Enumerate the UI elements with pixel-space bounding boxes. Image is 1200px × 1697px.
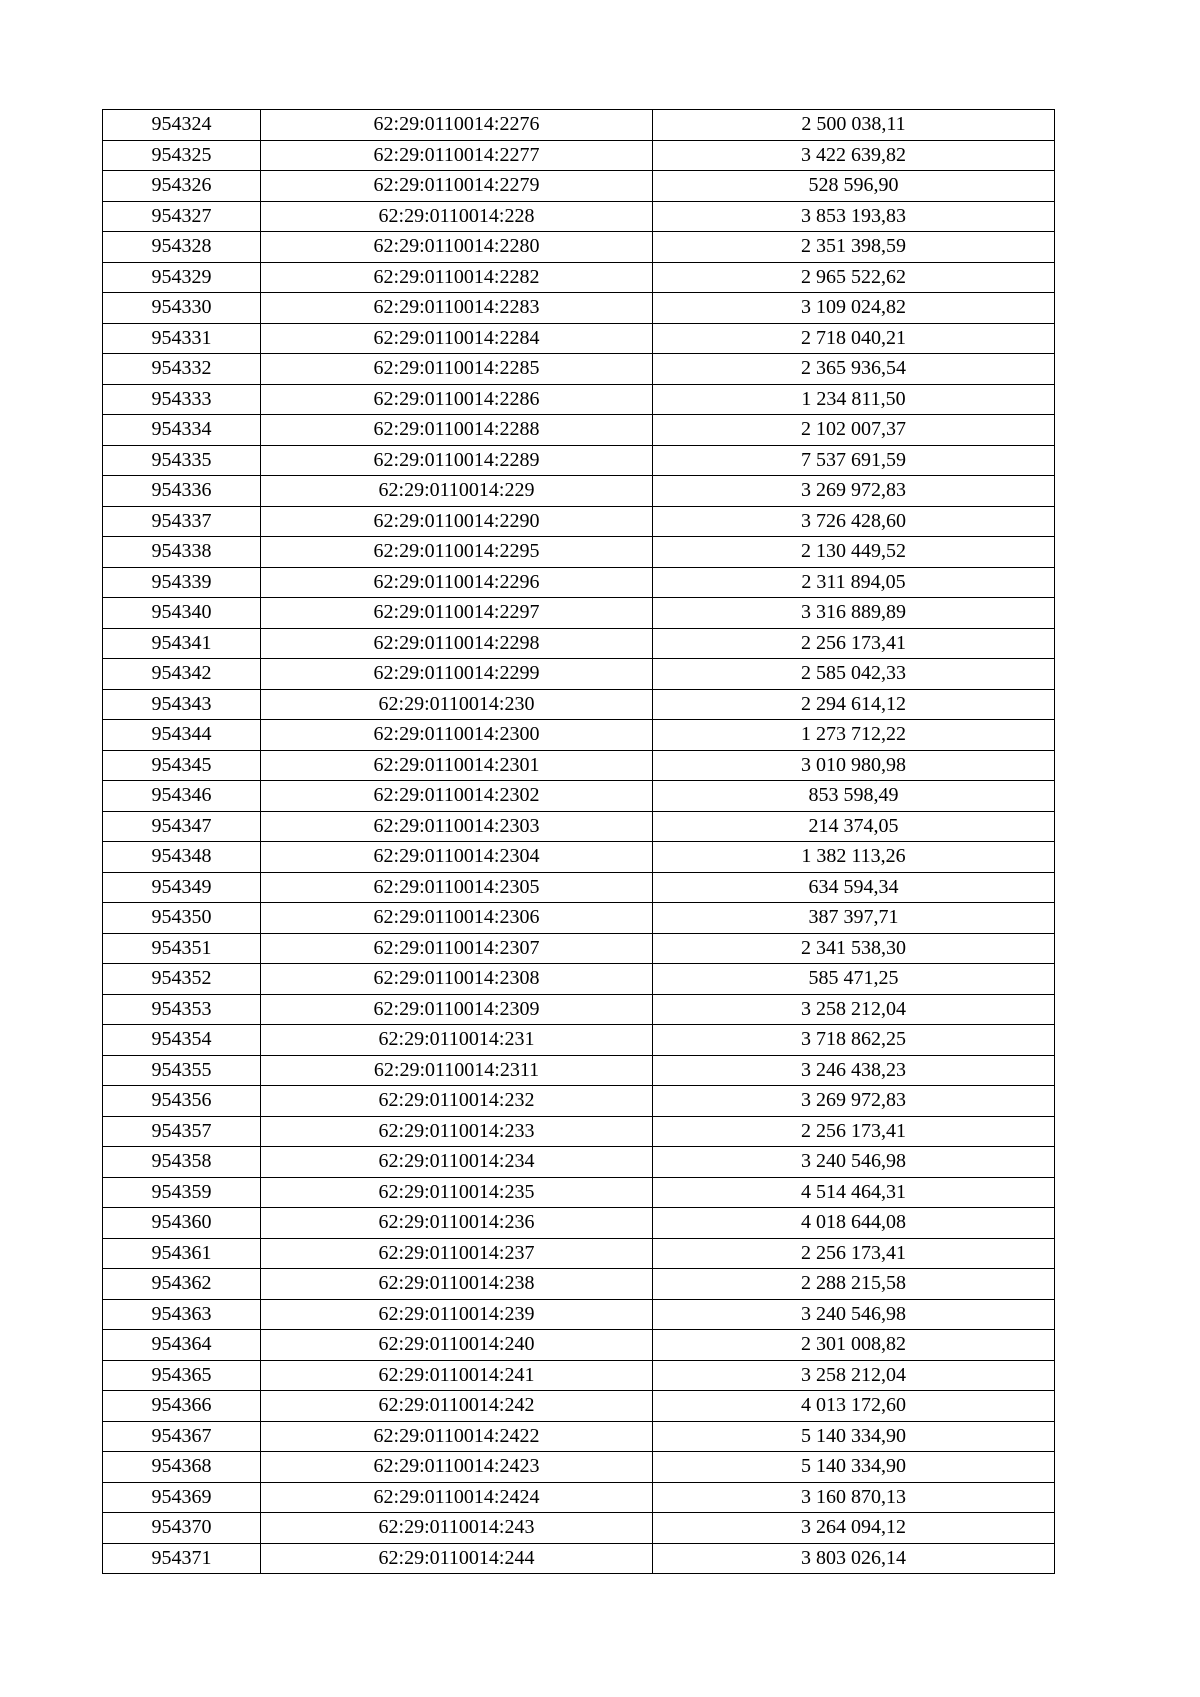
table-row [103,323,1055,354]
cadastral-value-cell: 3 240 546,98 [653,1299,1055,1330]
cadastral-value-cell: 1 382 113,26 [653,842,1055,873]
table-row [103,232,1055,263]
table-row [103,659,1055,690]
cadastral-number-cell: 62:29:0110014:2302 [261,781,653,812]
row-number-cell: 954335 [103,445,261,476]
row-number-cell: 954371 [103,1543,261,1574]
cadastral-value-cell: 3 240 546,98 [653,1147,1055,1178]
row-number-cell: 954341 [103,628,261,659]
cadastral-number-cell: 62:29:0110014:2298 [261,628,653,659]
row-number-cell: 954361 [103,1238,261,1269]
cadastral-number-cell: 62:29:0110014:2290 [261,506,653,537]
row-number-cell: 954340 [103,598,261,629]
table-row [103,1360,1055,1391]
row-number-cell: 954353 [103,994,261,1025]
table-row [103,1543,1055,1574]
cadastral-number-cell: 62:29:0110014:2284 [261,323,653,354]
row-number-cell: 954368 [103,1452,261,1483]
row-number-cell: 954359 [103,1177,261,1208]
cadastral-value-cell: 1 273 712,22 [653,720,1055,751]
cadastral-value-cell: 2 965 522,62 [653,262,1055,293]
table-row [103,384,1055,415]
table-row [103,1208,1055,1239]
table-row [103,415,1055,446]
cadastral-value-cell: 3 269 972,83 [653,476,1055,507]
cadastral-value-cell: 634 594,34 [653,872,1055,903]
table-row [103,354,1055,385]
cadastral-value-table [102,109,1055,1574]
row-number-cell: 954357 [103,1116,261,1147]
cadastral-value-cell: 585 471,25 [653,964,1055,995]
cadastral-value-cell: 2 256 173,41 [653,1238,1055,1269]
row-number-cell: 954330 [103,293,261,324]
table-row [103,567,1055,598]
cadastral-number-cell: 62:29:0110014:244 [261,1543,653,1574]
cadastral-number-cell: 62:29:0110014:2422 [261,1421,653,1452]
row-number-cell: 954327 [103,201,261,232]
table-row [103,293,1055,324]
row-number-cell: 954350 [103,903,261,934]
table-row [103,1147,1055,1178]
table-row [103,689,1055,720]
table-row [103,598,1055,629]
cadastral-value-cell: 3 160 870,13 [653,1482,1055,1513]
cadastral-number-cell: 62:29:0110014:228 [261,201,653,232]
row-number-cell: 954348 [103,842,261,873]
row-number-cell: 954366 [103,1391,261,1422]
cadastral-number-cell: 62:29:0110014:2305 [261,872,653,903]
table-row [103,1452,1055,1483]
row-number-cell: 954342 [103,659,261,690]
cadastral-number-cell: 62:29:0110014:2306 [261,903,653,934]
cadastral-number-cell: 62:29:0110014:236 [261,1208,653,1239]
cadastral-value-cell: 3 258 212,04 [653,994,1055,1025]
row-number-cell: 954349 [103,872,261,903]
cadastral-number-cell: 62:29:0110014:2295 [261,537,653,568]
cadastral-number-cell: 62:29:0110014:2300 [261,720,653,751]
cadastral-number-cell: 62:29:0110014:2286 [261,384,653,415]
row-number-cell: 954369 [103,1482,261,1513]
cadastral-number-cell: 62:29:0110014:2304 [261,842,653,873]
cadastral-number-cell: 62:29:0110014:2423 [261,1452,653,1483]
row-number-cell: 954324 [103,110,261,141]
row-number-cell: 954329 [103,262,261,293]
cadastral-number-cell: 62:29:0110014:2311 [261,1055,653,1086]
table-row [103,628,1055,659]
row-number-cell: 954363 [103,1299,261,1330]
cadastral-number-cell: 62:29:0110014:2297 [261,598,653,629]
table-row [103,994,1055,1025]
table-row [103,110,1055,141]
cadastral-number-cell: 62:29:0110014:2277 [261,140,653,171]
cadastral-value-cell: 2 301 008,82 [653,1330,1055,1361]
row-number-cell: 954334 [103,415,261,446]
cadastral-value-cell: 3 803 026,14 [653,1543,1055,1574]
row-number-cell: 954355 [103,1055,261,1086]
cadastral-number-cell: 62:29:0110014:2301 [261,750,653,781]
row-number-cell: 954344 [103,720,261,751]
row-number-cell: 954337 [103,506,261,537]
cadastral-number-cell: 62:29:0110014:2280 [261,232,653,263]
cadastral-number-cell: 62:29:0110014:2282 [261,262,653,293]
cadastral-value-cell: 3 422 639,82 [653,140,1055,171]
row-number-cell: 954364 [103,1330,261,1361]
table-row [103,1330,1055,1361]
cadastral-number-cell: 62:29:0110014:2289 [261,445,653,476]
table-row [103,720,1055,751]
row-number-cell: 954358 [103,1147,261,1178]
table-row [103,1482,1055,1513]
cadastral-value-cell: 2 288 215,58 [653,1269,1055,1300]
cadastral-value-cell: 3 853 193,83 [653,201,1055,232]
row-number-cell: 954370 [103,1513,261,1544]
table-body [103,110,1055,1574]
table-row [103,750,1055,781]
table-row [103,811,1055,842]
row-number-cell: 954339 [103,567,261,598]
table-row [103,506,1055,537]
row-number-cell: 954326 [103,171,261,202]
cadastral-number-cell: 62:29:0110014:2309 [261,994,653,1025]
row-number-cell: 954325 [103,140,261,171]
cadastral-value-cell: 3 246 438,23 [653,1055,1055,1086]
cadastral-number-cell: 62:29:0110014:2283 [261,293,653,324]
cadastral-value-cell: 2 585 042,33 [653,659,1055,690]
row-number-cell: 954352 [103,964,261,995]
cadastral-number-cell: 62:29:0110014:2307 [261,933,653,964]
cadastral-value-cell: 3 010 980,98 [653,750,1055,781]
table-row [103,903,1055,934]
cadastral-value-cell: 2 500 038,11 [653,110,1055,141]
cadastral-number-cell: 62:29:0110014:230 [261,689,653,720]
cadastral-number-cell: 62:29:0110014:2288 [261,415,653,446]
cadastral-number-cell: 62:29:0110014:243 [261,1513,653,1544]
cadastral-value-cell: 5 140 334,90 [653,1421,1055,1452]
table-row [103,1177,1055,1208]
cadastral-number-cell: 62:29:0110014:231 [261,1025,653,1056]
cadastral-value-cell: 2 102 007,37 [653,415,1055,446]
cadastral-value-cell: 2 294 614,12 [653,689,1055,720]
cadastral-number-cell: 62:29:0110014:235 [261,1177,653,1208]
cadastral-value-cell: 5 140 334,90 [653,1452,1055,1483]
table-row [103,1055,1055,1086]
table-row [103,140,1055,171]
cadastral-number-cell: 62:29:0110014:233 [261,1116,653,1147]
table-row [103,476,1055,507]
row-number-cell: 954362 [103,1269,261,1300]
cadastral-value-cell: 214 374,05 [653,811,1055,842]
cadastral-number-cell: 62:29:0110014:2308 [261,964,653,995]
table-row [103,933,1055,964]
row-number-cell: 954332 [103,354,261,385]
cadastral-value-cell: 2 130 449,52 [653,537,1055,568]
row-number-cell: 954333 [103,384,261,415]
table-row [103,1421,1055,1452]
row-number-cell: 954367 [103,1421,261,1452]
table-row [103,445,1055,476]
cadastral-value-cell: 528 596,90 [653,171,1055,202]
cadastral-value-cell: 853 598,49 [653,781,1055,812]
table-row [103,171,1055,202]
row-number-cell: 954343 [103,689,261,720]
cadastral-number-cell: 62:29:0110014:239 [261,1299,653,1330]
table-row [103,1238,1055,1269]
cadastral-value-cell: 3 269 972,83 [653,1086,1055,1117]
cadastral-value-cell: 7 537 691,59 [653,445,1055,476]
table-row [103,1299,1055,1330]
cadastral-value-cell: 387 397,71 [653,903,1055,934]
cadastral-number-cell: 62:29:0110014:240 [261,1330,653,1361]
table-row [103,262,1055,293]
cadastral-value-cell: 2 256 173,41 [653,628,1055,659]
cadastral-value-cell: 4 013 172,60 [653,1391,1055,1422]
table-row [103,1269,1055,1300]
table-row [103,1025,1055,1056]
row-number-cell: 954345 [103,750,261,781]
cadastral-number-cell: 62:29:0110014:2296 [261,567,653,598]
row-number-cell: 954328 [103,232,261,263]
cadastral-value-cell: 3 718 862,25 [653,1025,1055,1056]
cadastral-number-cell: 62:29:0110014:2276 [261,110,653,141]
row-number-cell: 954346 [103,781,261,812]
table-row [103,201,1055,232]
row-number-cell: 954356 [103,1086,261,1117]
cadastral-number-cell: 62:29:0110014:242 [261,1391,653,1422]
cadastral-number-cell: 62:29:0110014:241 [261,1360,653,1391]
cadastral-value-cell: 3 109 024,82 [653,293,1055,324]
cadastral-number-cell: 62:29:0110014:229 [261,476,653,507]
row-number-cell: 954351 [103,933,261,964]
row-number-cell: 954336 [103,476,261,507]
cadastral-value-cell: 2 311 894,05 [653,567,1055,598]
cadastral-number-cell: 62:29:0110014:2285 [261,354,653,385]
cadastral-value-cell: 3 726 428,60 [653,506,1055,537]
table-row [103,1086,1055,1117]
row-number-cell: 954331 [103,323,261,354]
cadastral-number-cell: 62:29:0110014:2303 [261,811,653,842]
cadastral-value-cell: 2 718 040,21 [653,323,1055,354]
table-row [103,964,1055,995]
cadastral-number-cell: 62:29:0110014:2424 [261,1482,653,1513]
cadastral-number-cell: 62:29:0110014:232 [261,1086,653,1117]
table-row [103,537,1055,568]
row-number-cell: 954360 [103,1208,261,1239]
table-row [103,781,1055,812]
cadastral-value-cell: 2 256 173,41 [653,1116,1055,1147]
cadastral-value-cell: 3 316 889,89 [653,598,1055,629]
cadastral-number-cell: 62:29:0110014:237 [261,1238,653,1269]
table-row [103,1116,1055,1147]
cadastral-number-cell: 62:29:0110014:238 [261,1269,653,1300]
row-number-cell: 954365 [103,1360,261,1391]
cadastral-value-cell: 2 351 398,59 [653,232,1055,263]
table-row [103,1513,1055,1544]
row-number-cell: 954354 [103,1025,261,1056]
row-number-cell: 954347 [103,811,261,842]
cadastral-value-cell: 2 341 538,30 [653,933,1055,964]
cadastral-value-cell: 3 264 094,12 [653,1513,1055,1544]
table-row [103,1391,1055,1422]
cadastral-value-cell: 3 258 212,04 [653,1360,1055,1391]
row-number-cell: 954338 [103,537,261,568]
cadastral-value-cell: 4 018 644,08 [653,1208,1055,1239]
table-row [103,872,1055,903]
cadastral-value-cell: 4 514 464,31 [653,1177,1055,1208]
table-row [103,842,1055,873]
cadastral-value-cell: 1 234 811,50 [653,384,1055,415]
cadastral-number-cell: 62:29:0110014:2299 [261,659,653,690]
cadastral-number-cell: 62:29:0110014:2279 [261,171,653,202]
cadastral-number-cell: 62:29:0110014:234 [261,1147,653,1178]
cadastral-value-cell: 2 365 936,54 [653,354,1055,385]
